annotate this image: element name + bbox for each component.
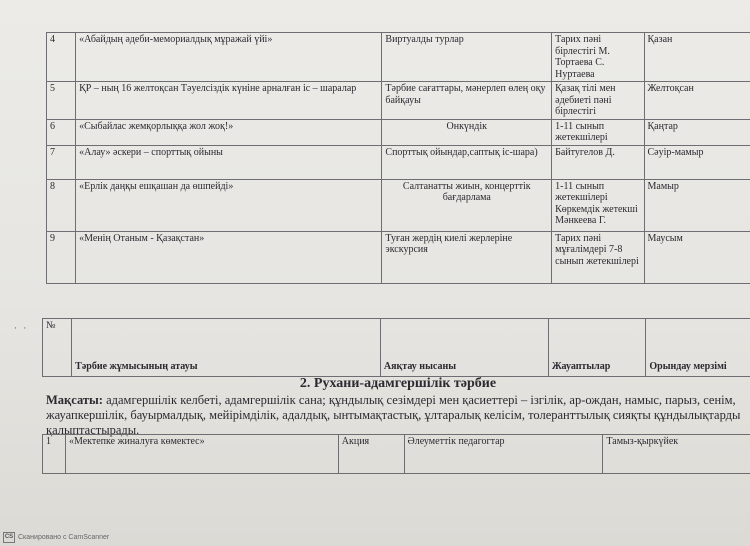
- cell-date: Мамыр: [644, 179, 750, 231]
- col-name-header: Тәрбие жұмысының атауы: [72, 319, 381, 377]
- col-date-header: Орындау мерзімі: [646, 319, 750, 377]
- cell-n: 7: [47, 145, 76, 179]
- cell-form: Виртуалды турлар: [382, 33, 552, 82]
- cell-date: Қаңтар: [644, 119, 750, 145]
- cell-form: Тәрбие сағаттары, мәнерлеп өлең оқу байқауы: [382, 82, 552, 120]
- cell-name: «Сыбайлас жемқорлыққа жол жоқ!»: [76, 119, 382, 145]
- table-row: [47, 33, 750, 82]
- table-row: [47, 119, 750, 145]
- cell-n: 8: [47, 179, 76, 231]
- cell-form: Салтанатты жиын, концерттік бағдарлама: [382, 179, 552, 231]
- cell-resp: Байтугелов Д.: [552, 145, 644, 179]
- cell-name: «Мектепке жиналуға көмектес»: [65, 435, 338, 474]
- cell-date: Желтоқсан: [644, 82, 750, 120]
- cell-n: 5: [47, 82, 76, 120]
- cell-resp: 1-11 сынып жетекшілері: [552, 119, 644, 145]
- cell-name: «Менің Отаным - Қазақстан»: [76, 231, 382, 283]
- table-row: [47, 179, 750, 231]
- col-resp-header: Жауаптылар: [548, 319, 646, 377]
- cell-resp: Қазақ тілі мен әдебиеті пәні бірлестігі: [552, 82, 644, 120]
- cell-name: «Алау» әскери – спорттық ойыны: [76, 145, 382, 179]
- table-row: [43, 435, 750, 474]
- cell-resp: 1-11 сынып жетекшілері Көркемдік жетекші Мәнкеева Г.: [552, 179, 644, 231]
- cell-resp: Тарих пәні бірлестігі М. Тортаева С. Нуртаева: [552, 33, 644, 82]
- cell-n: 1: [43, 435, 66, 474]
- cell-date: Маусым: [644, 231, 750, 283]
- col-form-header: Аяқтау нысаны: [380, 319, 548, 377]
- goal-text: адамгершілік келбеті, адамгершілік сана; құндылық сезімдері мен қасиеттері – ізгілік, ар-ождан, намыс, парыз, сенім, жауапкершілік, бауырмалдық, мейірімділік, адалдық, ынтымақтастық, ұлтаралық келісім, толеранттылық сияқты құндылықтарды қалыптастырады.: [46, 393, 741, 437]
- cell-name: ҚР – ның 16 желтоқсан Тәуелсіздік күніне арналған іс – шаралар: [76, 82, 382, 120]
- cell-form: Акция: [338, 435, 404, 474]
- spiritual-events-table: [42, 434, 750, 474]
- camscanner-logo-icon: CS: [3, 532, 15, 543]
- section-title: 2. Рухани-адамгершілік тәрбие: [299, 376, 497, 391]
- goal-label: Мақсаты:: [46, 393, 103, 407]
- cell-form: Туған жердің киелі жерлеріне экскурсия: [382, 231, 552, 283]
- table-row: [47, 82, 750, 120]
- section-goal: [46, 393, 750, 437]
- cell-form: Онкүндік: [382, 119, 552, 145]
- cell-name: «Ерлік даңқы ешқашан да өшпейді»: [76, 179, 382, 231]
- scanner-watermark: [3, 532, 109, 543]
- cell-n: 4: [47, 33, 76, 82]
- cell-date: Тамыз-қыркүйек: [603, 435, 750, 474]
- section-header-table: [42, 318, 750, 377]
- table-row: [47, 231, 750, 283]
- cell-name: «Абайдың әдеби-мемориалдық мұражай үйі»: [76, 33, 382, 82]
- cell-form: Спорттық ойындар,саптық іс-шара): [382, 145, 552, 179]
- table-row: [47, 145, 750, 179]
- cell-resp: Тарих пәні мұғалімдері 7-8 сынып жетекшілері: [552, 231, 644, 283]
- cell-n: 6: [47, 119, 76, 145]
- cell-date: Қазан: [644, 33, 750, 82]
- num-header: №: [43, 319, 72, 377]
- cell-resp: Әлеуметтік педагогтар: [404, 435, 603, 474]
- cell-date: Сәуір-мамыр: [644, 145, 750, 179]
- events-table-continued: [46, 32, 750, 284]
- cell-n: 9: [47, 231, 76, 283]
- scanner-text: Сканировано с CamScanner: [18, 534, 110, 541]
- page-edge-marks: · ·: [14, 323, 29, 333]
